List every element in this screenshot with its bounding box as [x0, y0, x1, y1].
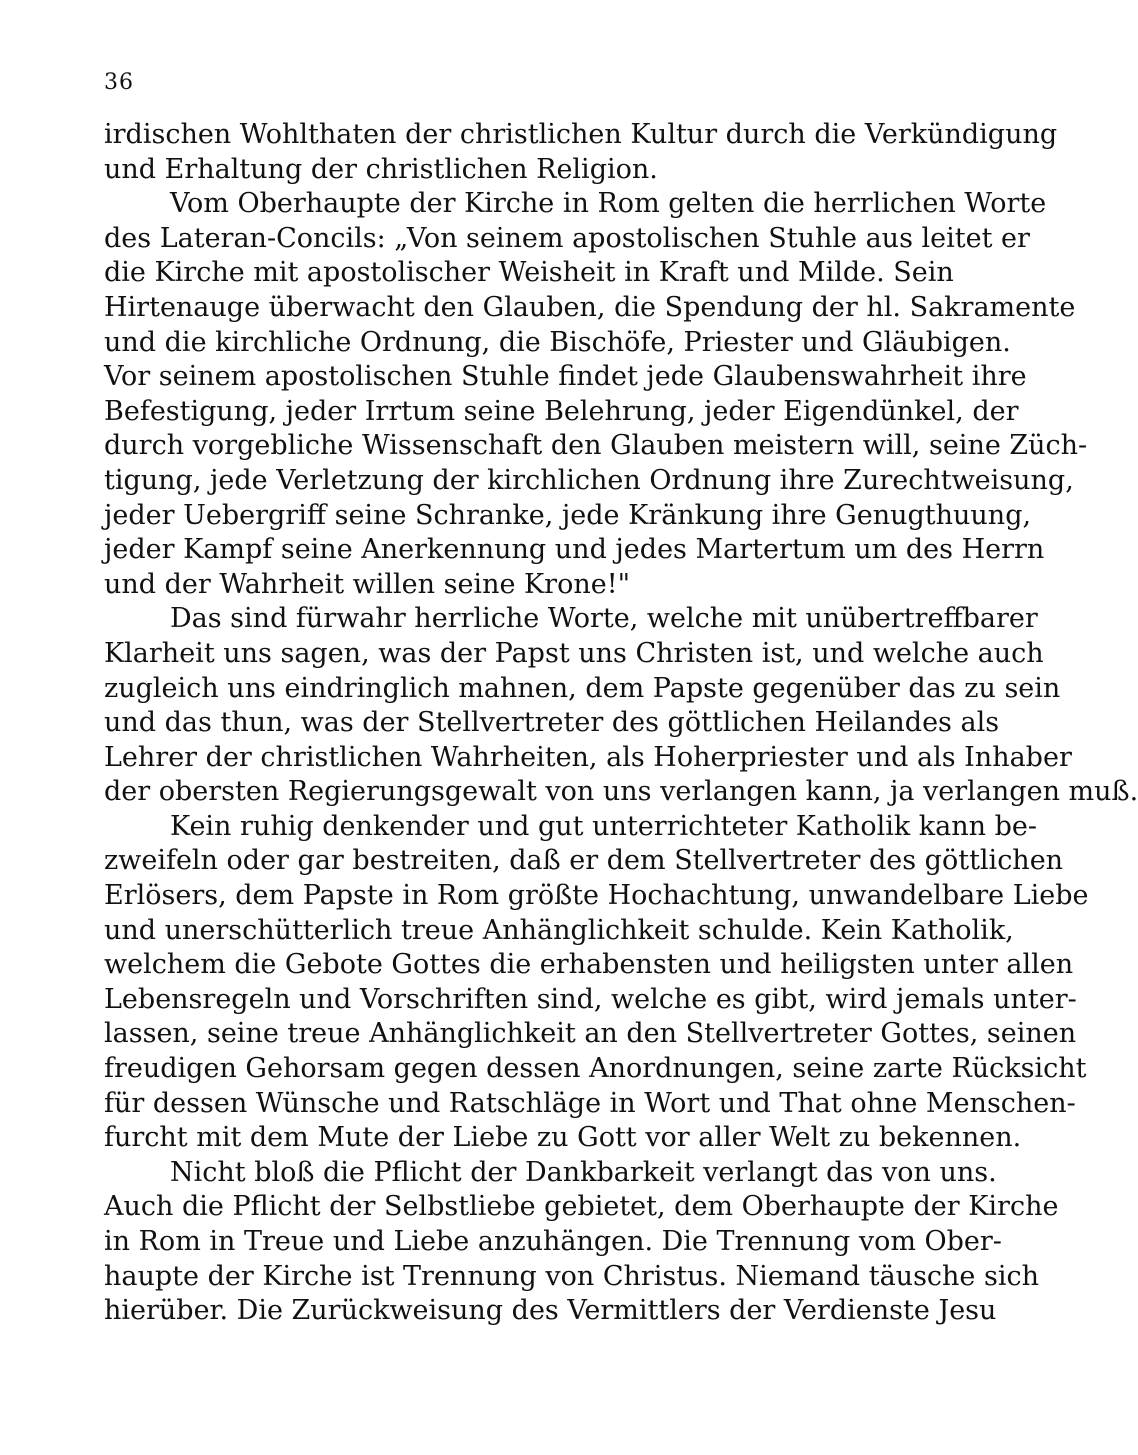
text-line: und das thun, was der Stellvertreter des göttlichen Heilandes als — [104, 707, 1000, 739]
text-line: und Erhaltung der christlichen Religion. — [104, 153, 658, 185]
text-line: zugleich uns eindringlich mahnen, dem Papste gegenüber das zu sein — [104, 672, 1061, 704]
text-line: lassen, seine treue Anhänglichkeit an den Stellvertreter Gottes, seinen — [104, 1018, 1077, 1050]
text-line: hierüber. Die Zurückweisung des Vermittlers der Verdienste Jesu — [104, 1295, 997, 1327]
text-line: für dessen Wünsche und Ratschläge in Wort und That ohne Menschen- — [104, 1087, 1076, 1119]
text-line: Hirtenauge überwacht den Glauben, die Spendung der hl. Sakramente — [104, 291, 1076, 323]
text-line: Lehrer der christlichen Wahrheiten, als Hoherpriester und als Inhaber — [104, 741, 1072, 773]
text-line: Auch die Pflicht der Selbstliebe gebietet, dem Oberhaupte der Kirche — [104, 1191, 1059, 1223]
text-line: und die kirchliche Ordnung, die Bischöfe, Priester und Gläubigen. — [104, 326, 1011, 358]
text-line: Lebensregeln und Vorschriften sind, welche es gibt, wird jemals unter- — [104, 983, 1077, 1015]
text-line: irdischen Wohlthaten der christlichen Kultur durch die Verkündigung — [104, 119, 1058, 150]
text-line: durch vorgebliche Wissenschaft den Glauben meistern will, seine Züch- — [104, 430, 1088, 462]
text-line: jeder Uebergriff seine Schranke, jede Kränkung ihre Genugthuung, — [104, 499, 1032, 531]
text-line: freudigen Gehorsam gegen dessen Anordnungen, seine zarte Rücksicht — [104, 1053, 1087, 1085]
text-line: tigung, jede Verletzung der kirchlichen Ordnung ihre Zurechtweisung, — [104, 464, 1074, 496]
text-line: welchem die Gebote Gottes die erhabensten und heiligsten unter allen — [104, 949, 1074, 981]
text-line: Erlösers, dem Papste in Rom größte Hochachtung, unwandelbare Liebe — [104, 880, 1089, 912]
text-line: und unerschütterlich treue Anhänglichkeit schulde. Kein Katholik, — [104, 914, 1014, 946]
body-text — [104, 118, 1138, 1329]
text-line: Befestigung, jeder Irrtum seine Belehrung, jeder Eigendünkel, der — [104, 395, 1019, 427]
text-line: furcht mit dem Mute der Liebe zu Gott vor aller Welt zu bekennen. — [104, 1122, 1022, 1154]
text-line: und der Wahrheit willen seine Krone!" — [104, 568, 630, 600]
text-line: zweifeln oder gar bestreiten, daß er dem Stellvertreter des göttlichen — [104, 845, 1064, 877]
text-line: haupte der Kirche ist Trennung von Christus. Niemand täusche sich — [104, 1260, 1039, 1292]
text-line: Vor seinem apostolischen Stuhle findet jede Glaubenswahrheit ihre — [104, 361, 1027, 393]
text-line: Das sind fürwahr herrliche Worte, welche mit unübertreffbarer — [170, 603, 1038, 635]
text-line: in Rom in Treue und Liebe anzuhängen. Die Trennung vom Ober- — [104, 1226, 1002, 1257]
text-line: des Lateran-Concils: „Von seinem apostolischen Stuhle aus leitet er — [104, 222, 1030, 254]
text-line: der obersten Regierungsgewalt von uns verlangen kann, ja verlangen muß. — [104, 776, 1138, 808]
text-line: jeder Kampf seine Anerkennung und jedes Martertum um des Herrn — [104, 534, 1045, 566]
text-line: Klarheit uns sagen, was der Papst uns Christen ist, und welche auch — [104, 637, 1044, 669]
text-line: Nicht bloß die Pflicht der Dankbarkeit verlangt das von uns. — [170, 1156, 997, 1188]
text-line: Vom Oberhaupte der Kirche in Rom gelten die herrlichen Worte — [170, 188, 1047, 220]
page-number: 36 — [104, 70, 134, 95]
text-line: Kein ruhig denkender und gut unterrichteter Katholik kann be- — [170, 810, 1037, 842]
text-line: die Kirche mit apostolischer Weisheit in Kraft und Milde. Sein — [104, 257, 954, 289]
